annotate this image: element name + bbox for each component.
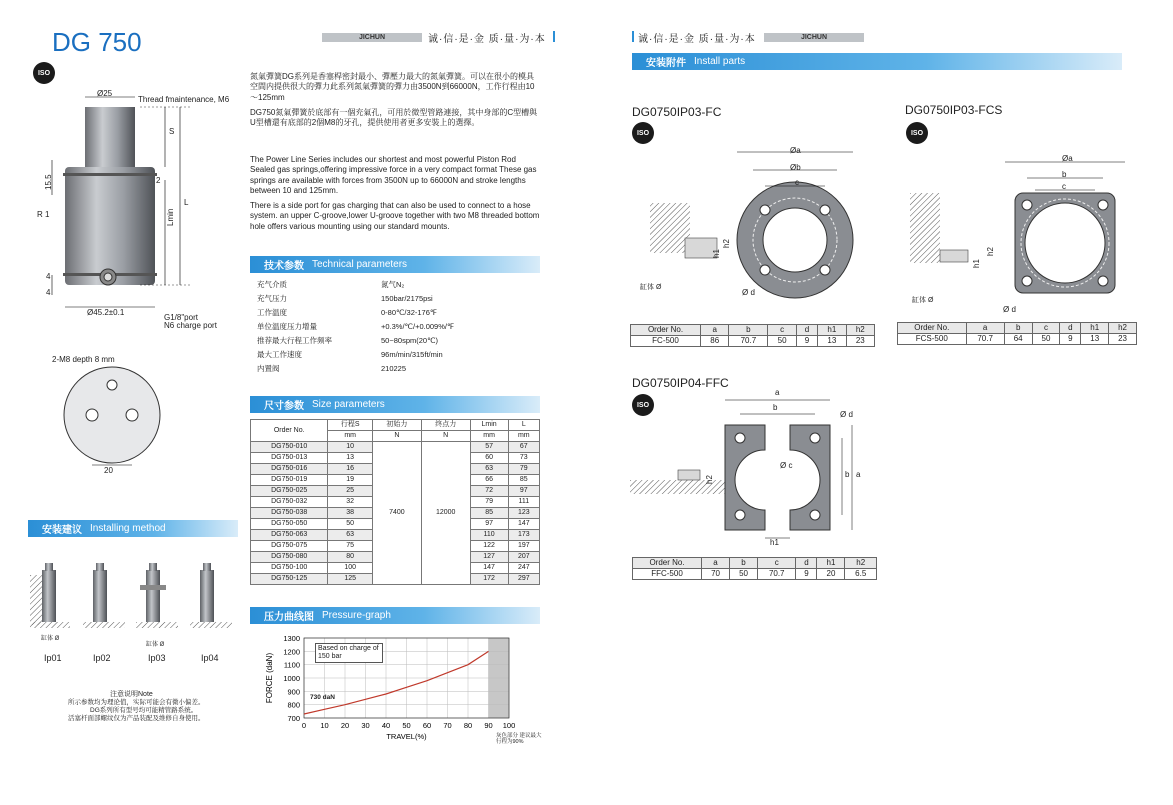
fc-dim-b: Øb xyxy=(790,163,801,172)
fc-head-cell: c xyxy=(768,325,796,336)
chart-ytick: 1300 xyxy=(283,634,300,643)
fcs-dim-a: Øa xyxy=(1062,154,1073,163)
chart-xtick: 40 xyxy=(381,721,391,730)
fcs-cyl-label: 缸体 Ø xyxy=(912,297,934,304)
fc-cell: 70.7 xyxy=(729,336,768,347)
chart-ytick: 1100 xyxy=(283,660,300,670)
ffc-dim-d: Ø d xyxy=(840,410,853,419)
rod-diameter-label: Ø25 xyxy=(97,89,113,98)
size-order: DG750-125 xyxy=(251,574,328,585)
chart-ytick: 700 xyxy=(287,714,300,723)
iso-badge-icon: ISO xyxy=(33,62,55,84)
slogan-left: 诚·信·是·金 质·量·为·本 xyxy=(428,34,546,45)
fc-title: DG0750IP03-FC xyxy=(632,105,722,119)
tech-key: 内置阀 xyxy=(257,364,280,373)
size-lmin: 110 xyxy=(470,530,508,541)
fcs-cell: 50 xyxy=(1032,334,1060,345)
fc-head-cell: h2 xyxy=(846,325,874,336)
ffc-dim-c: Ø c xyxy=(780,461,793,470)
slogan-divider-right xyxy=(632,31,634,42)
size-unit-lmin: mm xyxy=(470,431,508,442)
tech-value: 150bar/2175psi xyxy=(381,294,433,303)
fc-table-row xyxy=(631,336,875,347)
chart-xtick: 90 xyxy=(484,721,493,730)
ffc-iso-icon: ISO xyxy=(632,394,654,416)
tech-value: 96m/min/315ft/min xyxy=(381,350,443,359)
install-band-en: Installing method xyxy=(90,523,166,534)
install-dim-label-2: 缸体 Ø xyxy=(146,642,165,648)
size-lmin: 66 xyxy=(470,475,508,486)
fcs-table-head xyxy=(898,323,1137,334)
size-stroke: 19 xyxy=(328,475,372,486)
size-stroke: 125 xyxy=(328,574,372,585)
ffc-cell: 9 xyxy=(796,569,817,580)
chart-ytick: 800 xyxy=(287,700,300,710)
fcs-head-cell: h2 xyxy=(1109,323,1137,334)
tech-key: 工作温度 xyxy=(257,308,287,317)
install-label-ip04: Ip04 xyxy=(201,653,219,663)
tech-row xyxy=(255,292,456,306)
fc-cyl-label: 缸体 Ø xyxy=(640,284,662,291)
fc-iso-icon: ISO xyxy=(632,122,654,144)
chart-xtick: 50 xyxy=(402,721,411,730)
chart-ytick: 900 xyxy=(287,687,300,697)
fcs-flange-drawing xyxy=(910,148,1140,318)
tech-row xyxy=(255,306,456,320)
dim-s-label: S xyxy=(169,127,175,136)
fc-dim-d: Ø d xyxy=(742,288,755,297)
fcs-table xyxy=(897,322,1137,345)
ffc-cell: 70 xyxy=(702,569,730,580)
piston-rod xyxy=(85,107,135,167)
dim-4-label: 4 xyxy=(46,272,51,281)
size-stroke: 13 xyxy=(328,453,372,464)
size-order: DG750-100 xyxy=(251,563,328,574)
tech-band-en: Technical parameters xyxy=(312,259,408,270)
pressure-band-cn: 压力曲线图 xyxy=(264,612,314,623)
install-ip03 xyxy=(136,563,178,628)
fc-flange-drawing xyxy=(640,148,880,318)
pressure-chart xyxy=(262,630,552,750)
dim-4b-label: 4 xyxy=(46,288,51,297)
size-stroke: 50 xyxy=(328,519,372,530)
chart-xlabel: TRAVEL(%) xyxy=(386,732,427,741)
ffc-dim-a: a xyxy=(775,388,780,397)
brand-name-right: JICHUN xyxy=(800,34,828,41)
fcs-dim-c: c xyxy=(1062,182,1066,191)
size-stroke: 75 xyxy=(328,541,372,552)
fcs-dim-h1: h1 xyxy=(972,259,981,268)
fc-cell: 86 xyxy=(701,336,729,347)
size-order: DG750-063 xyxy=(251,530,328,541)
size-l: 297 xyxy=(508,574,539,585)
dim-l-label: L xyxy=(184,198,189,207)
fc-table xyxy=(630,324,875,347)
pressure-band-en: Pressure-graph xyxy=(322,610,391,621)
tech-key: 充气介质 xyxy=(257,280,287,289)
size-lmin: 72 xyxy=(470,486,508,497)
tech-row xyxy=(255,334,456,348)
size-l: 197 xyxy=(508,541,539,552)
thread-label: Thread fmaintenance, M6 xyxy=(138,95,230,104)
chart-legend-box: Based on charge of 150 bar xyxy=(315,643,383,663)
note-line-1: 所示参数均为理论值，实际可能会有微小偏差。 xyxy=(68,699,205,706)
fc-dim-h1: h1 xyxy=(712,249,721,258)
bottom-view-drawing xyxy=(60,360,170,480)
tech-value: 210225 xyxy=(381,364,407,373)
brand-name: JICHUN xyxy=(358,34,386,41)
ffc-head-cell: a xyxy=(702,558,730,569)
size-order: DG750-010 xyxy=(251,442,328,453)
fcs-cell: 64 xyxy=(1004,334,1032,345)
pressure-band xyxy=(250,607,540,624)
tech-key: 最大工作速度 xyxy=(257,350,302,359)
tech-value: +0.3%/℃/+0.009%/℉ xyxy=(381,322,455,331)
note-line-3: 活塞杆面部螺纹仅为产品装配及维修自身使用。 xyxy=(68,715,205,722)
fc-cell: 50 xyxy=(768,336,796,347)
size-band-cn: 尺寸参数 xyxy=(264,401,304,412)
size-l: 173 xyxy=(508,530,539,541)
intro-en-2: There is a side port for gas charging that can also be used to connect to a hose system. an upper C-groove,lower U-groove together with two M8 threaded bottom hole offers various mounting using our standard mounts. xyxy=(250,201,540,231)
size-head-l: L xyxy=(508,420,539,431)
size-stroke: 16 xyxy=(328,464,372,475)
fcs-head-cell: Order No. xyxy=(898,323,967,334)
tech-row xyxy=(255,278,456,292)
tech-value: 氮气N₂ xyxy=(381,280,405,289)
size-table xyxy=(250,419,540,585)
size-l: 247 xyxy=(508,563,539,574)
page-title: DG 750 xyxy=(52,27,142,57)
fcs-cell: 23 xyxy=(1109,334,1137,345)
size-l: 123 xyxy=(508,508,539,519)
size-unit-l: mm xyxy=(508,431,539,442)
chart-xtick: 30 xyxy=(361,721,370,730)
size-head-row-1 xyxy=(251,420,540,431)
install-dim-label-1: 缸体 Ø xyxy=(41,636,60,642)
ffc-head-cell: h2 xyxy=(845,558,877,569)
size-head-lmin: Lmin xyxy=(470,420,508,431)
tech-value: 0-80℃/32-176℉ xyxy=(381,308,438,317)
chart-xtick: 70 xyxy=(443,721,452,730)
size-force-end: 12000 xyxy=(421,442,470,585)
size-l: 67 xyxy=(508,442,539,453)
tech-key: 推荐最大行程工作频率 xyxy=(257,336,332,345)
ffc-head-cell: d xyxy=(796,558,817,569)
brand-logo xyxy=(322,33,422,42)
fc-dim-h2: h2 xyxy=(722,239,731,248)
ffc-table-head xyxy=(633,558,877,569)
fcs-head-cell: b xyxy=(1004,323,1032,334)
size-l: 85 xyxy=(508,475,539,486)
size-order: DG750-013 xyxy=(251,453,328,464)
bottom-dim-label: 20 xyxy=(104,466,113,475)
ffc-dim-h2: h2 xyxy=(705,475,714,484)
fcs-iso-icon: ISO xyxy=(906,122,928,144)
tech-key: 充气压力 xyxy=(257,294,287,303)
intro-en-1: The Power Line Series includes our shortest and most powerful Piston Rod Sealed gas springs,offering impressive force in a very compact format These gas springs are available with forces from 3500N up to 66000N and stroke lengths between 10 and 125mm. xyxy=(250,155,537,195)
chart-xtick: 100 xyxy=(502,721,516,730)
size-row xyxy=(251,442,540,453)
cylinder-body xyxy=(65,167,155,285)
parts-band-cn: 安装附件 xyxy=(646,58,686,69)
size-l: 79 xyxy=(508,464,539,475)
dim-lmin-label: Lmin xyxy=(166,208,175,226)
fc-cell: 9 xyxy=(796,336,817,347)
ffc-cell: 20 xyxy=(817,569,845,580)
gas-spring-drawing xyxy=(30,85,245,325)
ffc-dim-b: b xyxy=(773,403,778,412)
size-order: DG750-016 xyxy=(251,464,328,475)
chart-xtick: 0 xyxy=(301,721,307,730)
size-l: 207 xyxy=(508,552,539,563)
fcs-cell: 9 xyxy=(1060,334,1081,345)
size-stroke: 63 xyxy=(328,530,372,541)
note-title: 注意说明Note xyxy=(110,691,153,698)
ffc-head-cell: h1 xyxy=(817,558,845,569)
ffc-cell: 70.7 xyxy=(758,569,796,580)
ffc-title: DG0750IP04-FFC xyxy=(632,376,729,390)
size-order: DG750-038 xyxy=(251,508,328,519)
fc-head-cell: Order No. xyxy=(631,325,701,336)
fcs-head-cell: h1 xyxy=(1081,323,1109,334)
ffc-head-cell: Order No. xyxy=(633,558,702,569)
size-lmin: 172 xyxy=(470,574,508,585)
fcs-cell: FCS-500 xyxy=(898,334,967,345)
ffc-dim-a-side: a xyxy=(856,470,861,479)
chart-xtick: 60 xyxy=(422,721,432,730)
size-unit-stroke: mm xyxy=(328,431,372,442)
size-head-end: 终点力 xyxy=(421,420,470,431)
size-head-init: 初始力 xyxy=(372,420,421,431)
size-l: 97 xyxy=(508,486,539,497)
dim-r1-label: R 1 xyxy=(37,210,50,219)
ffc-dim-b-side: b xyxy=(845,470,850,479)
install-ip02 xyxy=(83,563,125,628)
parts-band xyxy=(632,53,1122,70)
fc-table-head xyxy=(631,325,875,336)
fcs-cell: 13 xyxy=(1081,334,1109,345)
size-stroke: 32 xyxy=(328,497,372,508)
slogan-divider xyxy=(553,31,555,42)
fcs-dim-h2: h2 xyxy=(986,247,995,256)
size-l: 111 xyxy=(508,497,539,508)
size-unit-end: N xyxy=(421,431,470,442)
chart-ytick: 1200 xyxy=(283,647,300,657)
chart-ylabel: FORCE (daN) xyxy=(265,652,274,704)
install-methods-drawing xyxy=(28,555,238,650)
install-ip04 xyxy=(190,563,232,628)
brand-logo-right xyxy=(764,33,864,42)
size-stroke: 10 xyxy=(328,442,372,453)
dim-155-label: 15.5 xyxy=(44,174,53,190)
size-order: DG750-075 xyxy=(251,541,328,552)
size-order: DG750-025 xyxy=(251,486,328,497)
size-head-stroke: 行程S xyxy=(328,420,372,431)
size-lmin: 97 xyxy=(470,519,508,530)
ffc-head-cell: c xyxy=(758,558,796,569)
parts-band-en: Install parts xyxy=(694,56,746,67)
size-stroke: 100 xyxy=(328,563,372,574)
chart-xtick: 10 xyxy=(320,721,329,730)
install-label-ip01: Ip01 xyxy=(44,653,62,663)
fcs-head-cell: a xyxy=(966,323,1004,334)
fc-cell: 23 xyxy=(846,336,874,347)
fcs-cell: 70.7 xyxy=(966,334,1004,345)
ffc-dim-h1: h1 xyxy=(770,538,779,547)
chart-start-label: 730 daN xyxy=(310,694,335,701)
fc-cell: 13 xyxy=(818,336,846,347)
tech-band xyxy=(250,256,540,273)
fc-head-cell: b xyxy=(729,325,768,336)
intro-cn-2: DG750氮氣彈簧於底部有一個充氣孔，可用於微型管路連接，其中身部的C型槽與U型槽還有底部的2個M8的牙孔，提供使用者更多安裝上的選擇。 xyxy=(250,108,538,128)
tech-row xyxy=(255,348,456,362)
fcs-table-row xyxy=(898,334,1137,345)
size-unit-init: N xyxy=(372,431,421,442)
tech-value: 50~80spm(20℃) xyxy=(381,336,438,345)
fcs-dim-d: Ø d xyxy=(1003,305,1016,314)
size-lmin: 127 xyxy=(470,552,508,563)
size-lmin: 147 xyxy=(470,563,508,574)
fcs-dim-b: b xyxy=(1062,170,1067,179)
install-label-ip03: Ip03 xyxy=(148,653,166,663)
fc-head-cell: a xyxy=(701,325,729,336)
size-lmin: 57 xyxy=(470,442,508,453)
size-lmin: 79 xyxy=(470,497,508,508)
tech-row xyxy=(255,320,456,334)
size-l: 73 xyxy=(508,453,539,464)
ffc-table-row xyxy=(633,569,877,580)
note-line-2: DG系列所有型号均可能精管路系统。 xyxy=(90,707,198,714)
intro-cn-1: 氮氣彈簧DG系列是香塞桿密封最小、彈壓力最大的氮氣彈簧。可以在很小的模具空間内提供很大的彈力此系列氮氣彈簧的彈力由3500N到66000N，工作行程由10～125mm xyxy=(250,72,535,102)
size-lmin: 85 xyxy=(470,508,508,519)
install-label-ip02: Ip02 xyxy=(93,653,111,663)
size-order: DG750-019 xyxy=(251,475,328,486)
tech-row xyxy=(255,362,456,376)
fcs-head-cell: c xyxy=(1032,323,1060,334)
c-groove xyxy=(63,173,157,176)
body-diameter-label: Ø45.2±0.1 xyxy=(87,308,125,317)
fc-cell: FC-500 xyxy=(631,336,701,347)
size-stroke: 25 xyxy=(328,486,372,497)
port-label-2: N6 charge port xyxy=(164,321,217,330)
chart-xtick: 80 xyxy=(463,721,473,730)
size-l: 147 xyxy=(508,519,539,530)
fc-head-cell: h1 xyxy=(818,325,846,336)
size-band-en: Size parameters xyxy=(312,399,385,410)
fc-dim-a: Øa xyxy=(790,146,801,155)
tech-band-cn: 技术参数 xyxy=(264,261,304,272)
size-head-order: Order No. xyxy=(251,420,328,442)
ffc-table xyxy=(632,557,877,580)
chart-ytick: 1000 xyxy=(283,674,300,683)
ffc-cell: 50 xyxy=(730,569,758,580)
chart-shade-note: 灰色部分 建议最大行程为90% xyxy=(496,733,542,745)
slogan-right: 诚·信·是·金 质·量·为·本 xyxy=(638,34,756,45)
install-band-cn: 安装建议 xyxy=(42,525,82,536)
size-order: DG750-050 xyxy=(251,519,328,530)
size-lmin: 63 xyxy=(470,464,508,475)
size-order: DG750-032 xyxy=(251,497,328,508)
size-stroke: 38 xyxy=(328,508,372,519)
size-order: DG750-080 xyxy=(251,552,328,563)
fcs-title: DG0750IP03-FCS xyxy=(905,103,1003,117)
tech-key: 单位温度压力增量 xyxy=(257,322,317,331)
ffc-cell: FFC-500 xyxy=(633,569,702,580)
tech-table xyxy=(255,278,456,376)
size-lmin: 60 xyxy=(470,453,508,464)
fc-head-cell: d xyxy=(796,325,817,336)
ffc-cell: 6.5 xyxy=(845,569,877,580)
dim-2-label: 2 xyxy=(156,176,161,185)
size-lmin: 122 xyxy=(470,541,508,552)
ffc-head-cell: b xyxy=(730,558,758,569)
bottom-view-label: 2-M8 depth 8 mm xyxy=(52,355,115,364)
size-stroke: 80 xyxy=(328,552,372,563)
chart-xtick: 20 xyxy=(340,721,350,730)
install-band xyxy=(28,520,238,537)
install-ip01 xyxy=(30,563,70,628)
size-force-init: 7400 xyxy=(372,442,421,585)
size-band xyxy=(250,396,540,413)
fc-dim-c: c xyxy=(795,178,799,187)
port-label-1: G1/8"port xyxy=(164,313,198,322)
fcs-head-cell: d xyxy=(1060,323,1081,334)
